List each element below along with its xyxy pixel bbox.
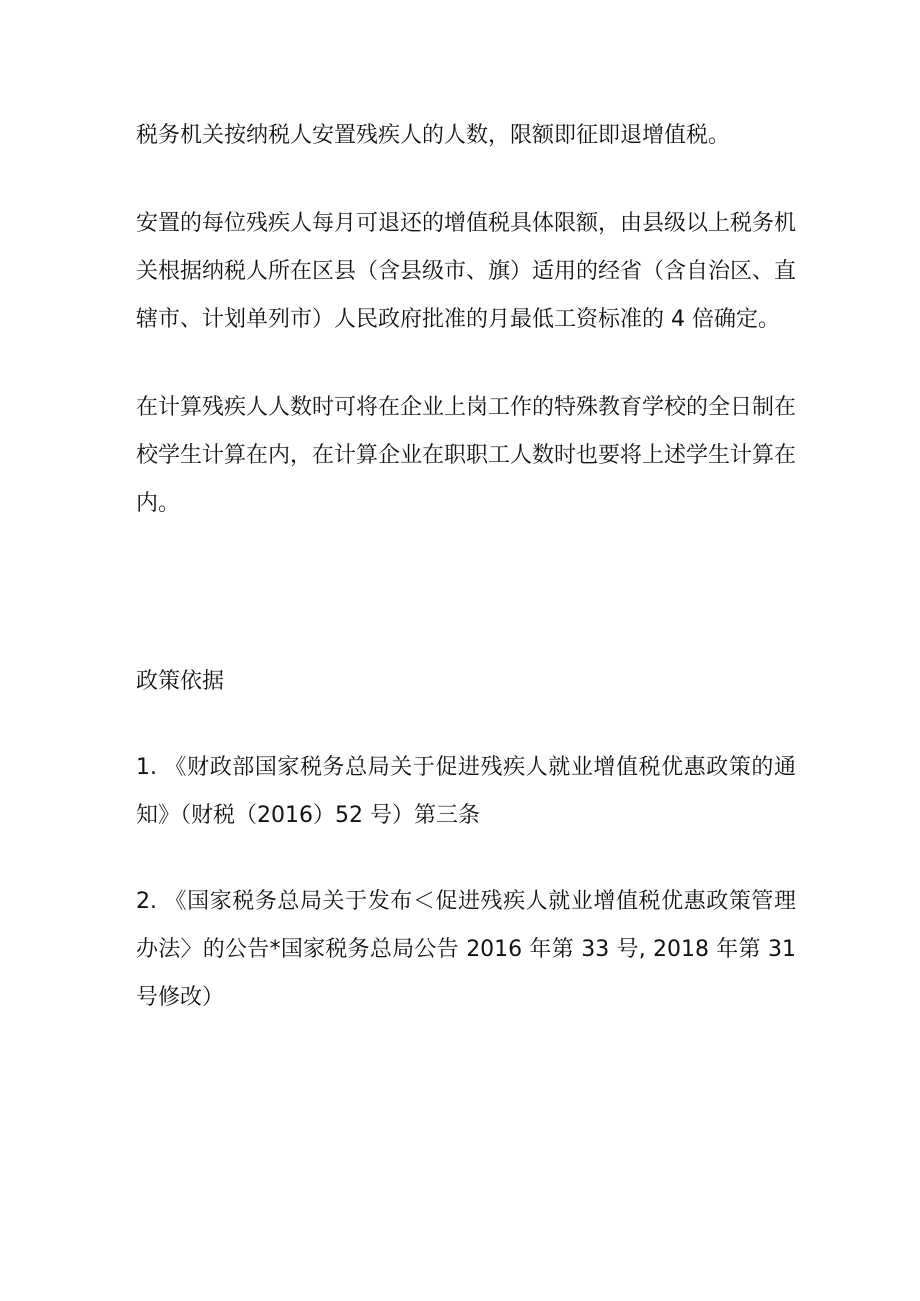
paragraph-monthly-limit: 安置的每位残疾人每月可退还的增值税具体限额，由县级以上税务机关根据纳税人所在区县（含县级市、旗）适用的经省（含自治区、直辖市、计划单列市）人民政府批准的月最低工资标准的 4 倍确定。 bbox=[136, 211, 797, 332]
reference-item-2: 2. 《国家税务总局关于发布＜促进残疾人就业增值税优惠政策管理办法〉的公告*国家税务总局公告 2016 年第 33 号, 2018 年第 31 号修改） bbox=[136, 889, 796, 1010]
policy-basis-heading: 政策依据 bbox=[136, 669, 225, 694]
paragraph-student-count: 在计算残疾人人数时可将在企业上岗工作的特殊教育学校的全日制在校学生计算在内，在计算企业在职职工人数时也要将上述学生计算在内。 bbox=[136, 395, 797, 516]
reference-item-1: 1. 《财政部国家税务总局关于促进残疾人就业增值税优惠政策的通知》（财税（2016）52 号）第三条 bbox=[136, 755, 796, 828]
document-body bbox=[136, 112, 796, 1022]
paragraph-refund-limit: 税务机关按纳税人安置残疾人的人数，限额即征即退增值税。 bbox=[136, 123, 731, 148]
